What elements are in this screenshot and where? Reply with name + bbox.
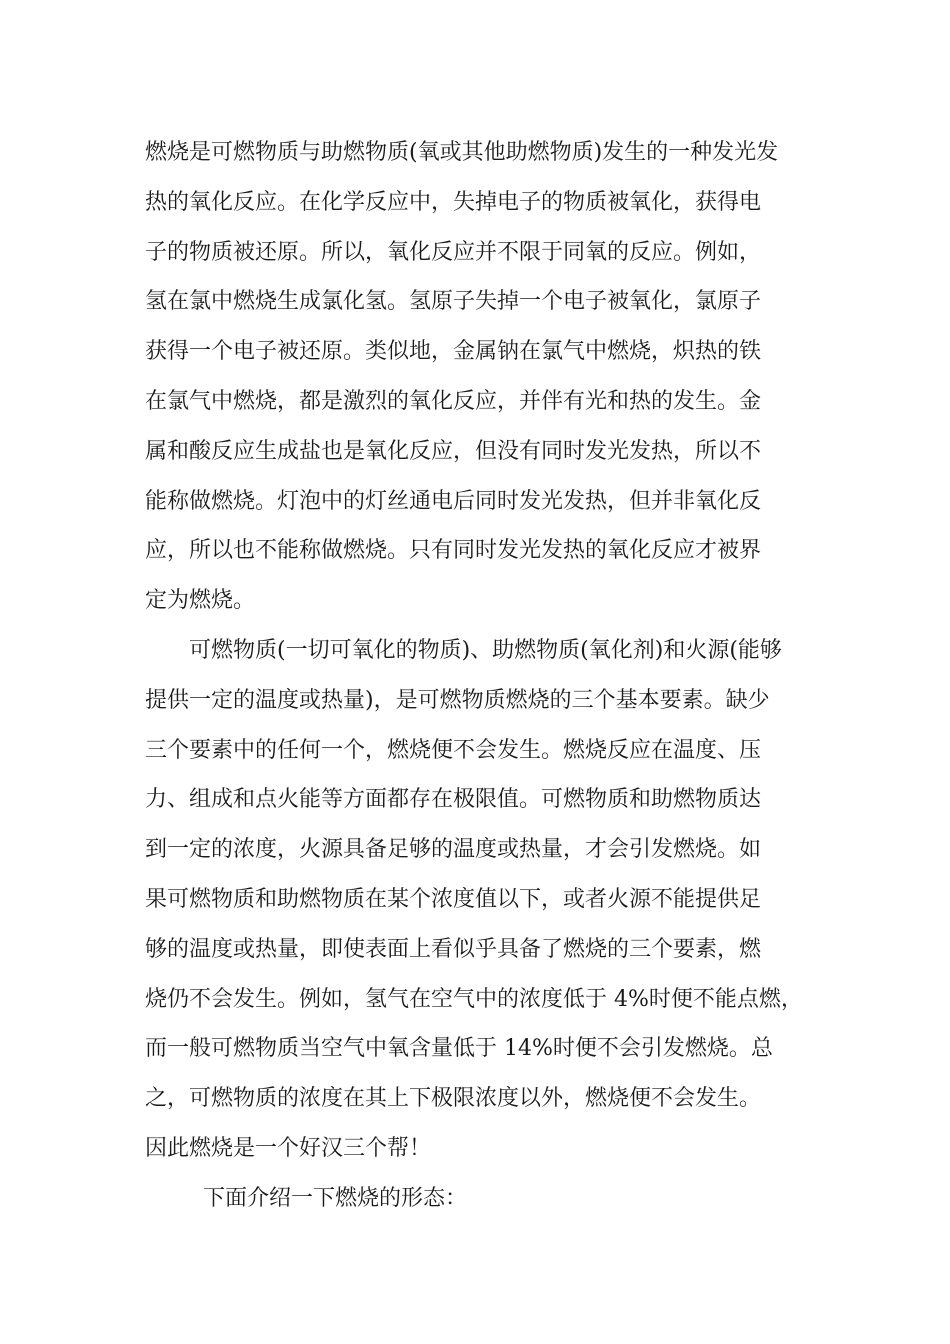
document-body — [145, 128, 815, 1224]
text-line: 之，可燃物质的浓度在其上下极限浓度以外，燃烧便不会发生。 — [145, 1086, 762, 1112]
text-line: 氢在氯中燃烧生成氯化氢。氢原子失掉一个电子被氧化，氯原子 — [145, 289, 762, 315]
text-line: 应，所以也不能称做燃烧。只有同时发光发热的氧化反应才被界 — [145, 538, 762, 564]
text-line: 到一定的浓度，火源具备足够的温度或热量，才会引发燃烧。如 — [145, 837, 762, 863]
text-line: 够的温度或热量，即使表面上看似乎具备了燃烧的三个要素，燃 — [145, 936, 762, 962]
text-line: 定为燃烧。 — [145, 588, 256, 614]
text-line: 热的氧化反应。在化学反应中，失掉电子的物质被氧化，获得电 — [145, 189, 762, 215]
text-line: 能称做燃烧。灯泡中的灯丝通电后同时发光发热，但并非氧化反 — [145, 488, 762, 514]
paragraph-combustion-definition — [145, 128, 815, 626]
text-line: 烧仍不会发生。例如，氢气在空气中的浓度低于 4%时便不能点燃， — [145, 986, 803, 1012]
paragraph-three-elements — [145, 626, 815, 1174]
text-line: 燃烧是可燃物质与助燃物质(氧或其他助燃物质)发生的一种发光发 — [145, 140, 779, 165]
text-line: 而一般可燃物质当空气中氧含量低于 14%时便不会引发燃烧。总 — [145, 1036, 773, 1062]
text-line: 果可燃物质和助燃物质在某个浓度值以下，或者火源不能提供足 — [145, 886, 762, 912]
text-line: 获得一个电子被还原。类似地，金属钠在氯气中燃烧，炽热的铁 — [145, 339, 762, 365]
text-line: 在氯气中燃烧，都是激烈的氧化反应，并伴有光和热的发生。金 — [145, 388, 762, 414]
text-line: 属和酸反应生成盐也是氧化反应，但没有同时发光发热，所以不 — [145, 438, 762, 464]
text-line: 提供一定的温度或热量)，是可燃物质燃烧的三个基本要素。缺少 — [145, 687, 770, 713]
text-line: 因此燃烧是一个好汉三个帮！ — [145, 1135, 432, 1161]
text-line: 三个要素中的任何一个，燃烧便不会发生。燃烧反应在温度、压 — [145, 737, 762, 763]
text-line: 下面介绍一下燃烧的形态： — [203, 1185, 468, 1211]
text-line: 子的物质被还原。所以，氧化反应并不限于同氧的反应。例如， — [145, 239, 762, 265]
paragraph-combustion-forms-intro — [145, 1174, 815, 1224]
text-line: 力、组成和点火能等方面都存在极限值。可燃物质和助燃物质达 — [145, 787, 762, 813]
text-line: 可燃物质(一切可氧化的物质)、助燃物质(氧化剂)和火源(能够 — [189, 637, 782, 663]
